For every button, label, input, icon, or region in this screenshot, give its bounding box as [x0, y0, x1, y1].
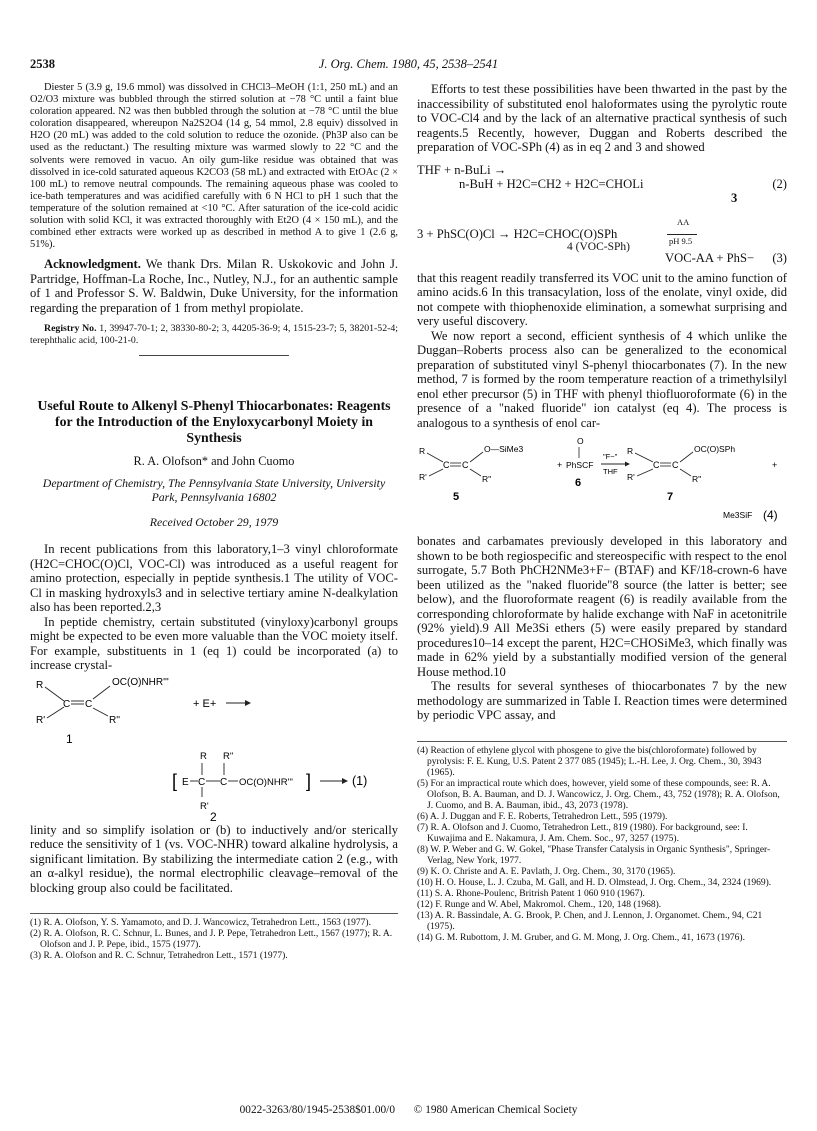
eq2-compound-label: 3	[731, 190, 738, 205]
scheme1-bond-3	[47, 707, 64, 718]
compound-5-label: 5	[453, 491, 460, 503]
footnote: (13) A. R. Bassindale, A. G. Brook, P. Chen, and J. Lennon, J. Organomet. Chem., 94, C21 (1975).	[417, 910, 763, 932]
scheme4-r1: R'	[419, 472, 427, 482]
bracket-left: [	[172, 770, 178, 791]
equation-1-scheme	[30, 673, 398, 821]
footnote: (6) A. J. Duggan and F. E. Roberts, Tetrahedron Lett., 595 (1979).	[417, 811, 668, 822]
experimental-paragraph: Diester 5 (3.9 g, 19.6 mmol) was dissolved in CHCl3–MeOH (1:1, 250 mL) and an O2/O3 mixture was bubbled through the stirred solution at −78 °C until a faint blue coloration appeared. N2 was then bubbled through the solution at −78 °C until the blue coloration disappeared, whereupon Na2S2O4 (14 g, 54 mmol, 2.8 equiv) dissolved in H2O (20 mL) was added to the cold solution to reduce the ozonide. (Ph3P also can be used as the reductant.) The resulting mixture was warmed slowly to 22 °C and the solvents were removed in vacuo. An oily gum-like residue was obtained that was dissolved in ice-cold saturated aqueous K2CO3 (58 mL) and extracted with EtOAc (2 × 100 mL) to remove neutral compounds. The remaining aqueous phase was cooled to ice-bath temperatures and was acidified carefully with 6 N HCl to pH 1 such that the temperature of the solution remained at <10 °C. After saturation of the ice-cold acidic solution with solid KCl, it was extracted thoroughly with Et2O (4 × 150 mL), and the combined ether extracts were worked up as described in method A to give 1 (2.6 g, 51%).	[30, 82, 398, 251]
page-number: 2538	[30, 57, 55, 71]
scheme1-r-top: R	[36, 679, 44, 691]
registry-heading: Registry No.	[44, 323, 97, 335]
copyright-notice: © 1980 American Chemical Society	[413, 1104, 578, 1116]
footnote: (5) For an impractical route which does, however, yield some of these compounds, see: R. A. Olofson, B. A. Bauman, and D. J. Wancowicz, J. Org. Chem., 43, 752 (1978); R. A. Olofson, J. Cuomo, and B. A. Bauman, ibid., 43, 2073 (1978).	[417, 778, 780, 811]
scheme4-bond	[427, 453, 443, 462]
registry-numbers	[30, 323, 398, 346]
received-date: Received October 29, 1979	[149, 515, 279, 530]
footnote-rule	[30, 913, 398, 914]
eq2-line-1: THF + n-BuLi →	[417, 162, 507, 177]
left-footnotes	[30, 913, 398, 962]
scheme4-catalyst: "F−"	[603, 452, 618, 461]
article-affiliation: Department of Chemistry, The Pennsylvania State University, University Park, Pennsylvania 16802	[42, 476, 386, 505]
scheme4-product-r1: R'	[627, 472, 635, 482]
eq3-arrow-reagent: AA	[677, 216, 690, 227]
equation-4-scheme	[417, 434, 787, 532]
acknowledgment-heading: Acknowledgment.	[44, 257, 141, 272]
scheme4-product-bond-4	[680, 469, 691, 476]
footnote: (3) R. A. Olofson and R. C. Schnur, Tetrahedron Lett., 1571 (1977).	[30, 951, 288, 962]
scheme4-bond-3	[429, 469, 443, 476]
scheme1-r-right: R''	[109, 714, 121, 726]
scheme4-byproduct: Me3SiF	[723, 510, 753, 520]
scheme1-bond	[45, 687, 64, 701]
scheme4-c1: C	[443, 460, 450, 470]
eq3-products: VOC-AA + PhS−	[665, 250, 755, 265]
right-footnotes	[417, 741, 787, 944]
running-header	[30, 57, 787, 73]
compound-1-label: 1	[66, 731, 73, 746]
scheme4-bond-2	[470, 452, 483, 462]
scheme4-product-bond	[635, 453, 653, 462]
body-paragraph-2: that this reagent readily transferred its VOC unit to the amino function of amino acids.6 In this transacylation, loss of the enolate, vinyl oxide, did not compete with thiophenoxide elimination, a somewhat surprising and very useful discovery.	[417, 270, 787, 328]
footnote: (12) F. Runge and W. Abel, Makromol. Chem., 120, 148 (1968).	[417, 899, 662, 910]
footnote: (9) K. O. Christe and A. E. Pavlath, J. Org. Chem., 30, 3170 (1965).	[417, 866, 676, 877]
intro-paragraph-3: linity and so simplify isolation or (b) to inductively and/or sterically reduce the sensitivity of 1 (vs. VOC-NHR) toward alkaline hydrolysis, a significant limitation. By stabilizing the intermediate cation 2 (e.g., with an α-alkyl residue), the normal electrophilic cleavage–removal of the blocking group also could be facilitated.	[30, 822, 398, 895]
body-paragraph-5: The results for several syntheses of thiocarbonates 7 by the new methodology are summarized in Table I. Reaction times were determined by periodic VPC assay, and	[417, 679, 787, 722]
footnote: (7) R. A. Olofson and J. Cuomo, Tetrahedron Lett., 819 (1980). For background, see: I. Kuwajima and E. Nakamura, J. Am. Chem. Soc., 97, 3257 (1975).	[417, 822, 748, 844]
scheme4-product-bond-3	[637, 469, 653, 476]
scheme4-solvent: THF	[603, 467, 618, 476]
intro-paragraph-1: In recent publications from this laboratory,1–3 vinyl chloroformate (H2C=CHOC(O)Cl, VOC-Cl) was introduced as a useful reagent for amino protection, especially in peptide synthesis.1 The utility of VOC-Cl in masking hydroxyls3 and in selective tertiary amine N-dealkylation also has been reported.2,3	[30, 542, 398, 615]
compound-6-label: 6	[575, 477, 582, 489]
cation-c2: C	[220, 776, 228, 788]
scheme4-product-r2: R''	[692, 474, 702, 484]
intro-paragraph-2: In peptide chemistry, certain substituted (vinyloxy)carbonyl groups might be expected to be even more valuable than the VOC moiety itself. For example, substituents in 1 (eq 1) could be incorporated (a) to increase crystal-	[30, 614, 398, 673]
scheme4-phscf: PhSCF	[566, 460, 594, 470]
body-paragraph-1: Efforts to test these possibilities have been thwarted in the past by the inaccessibility of substituted enol haloformates using the pyrolytic route to VOC-Cl4 and by the lack of an alternative practical synthesis of such reagents.5 Recently, however, Duggan and Roberts described the preparation of VOC-SPh (4) as in eq 2 and 3 and showed	[417, 82, 787, 154]
scheme1-bond-2	[93, 686, 110, 699]
page-footer	[0, 1104, 817, 1116]
cation-r1-label: R'	[200, 800, 209, 812]
article-code: 0022-3263/80/1945-2538$01.00/0	[239, 1104, 395, 1116]
article-authors: R. A. Olofson* and John Cuomo	[133, 454, 295, 469]
cation-group: OC(O)NHR'''	[239, 776, 293, 788]
footnote: (1) R. A. Olofson, Y. S. Yamamoto, and D. J. Wancowicz, Tetrahedron Lett., 1563 (1977).	[30, 918, 371, 929]
body-paragraph-3: We now report a second, efficient synthesis of 4 which unlike the Duggan–Roberts process also can be generalized to the economical preparation of substituted vinyl S-phenyl thiocarbonates (7). In the new method, 7 is formed by the room temperature reaction of a trimethylsilyl enol ether precursor (5) in THF with phenyl thiofluoroformate (6) in the presence of a "naked fluoride" ion catalyst (eq 4). The process is analogous to a synthesis of enol car-	[417, 328, 787, 430]
scheme4-arrowhead	[625, 462, 630, 467]
scheme4-product-group: OC(O)SPh	[694, 444, 736, 454]
eq2-line-2: n-BuH + H2C=CH2 + H2C=CHOLi	[459, 176, 644, 191]
scheme1-bond-4	[93, 708, 108, 716]
acknowledgment-text: We thank Drs. Milan R. Uskokovic and John J. Partridge, Hoffman-La Roche, Inc., Nutley, N.J., for an authentic sample of 1 and Professor S. W. Baldwin, Duke University, for the information regarding the preparation of 1 from methyl propiolate.	[30, 257, 398, 315]
eq3-arrow-condition: pH 9.5	[669, 235, 693, 246]
section-divider	[139, 355, 289, 356]
scheme1-arrowhead-2	[342, 778, 348, 784]
right-column	[417, 82, 787, 944]
footnote: (2) R. A. Olofson, R. C. Schnur, L. Bunes, and J. P. Pepe, Tetrahedron Lett., 1567 (1977); R. A. Olofson and J. P. Pepe, ibid., 1575 (1977).	[30, 929, 393, 951]
footnote: (4) Reaction of ethylene glycol with phosgene to give the bis(chloroformate) followed by pyrolysis: F. E. Kung, U.S. Patent 2 377 085 (1945); L.-H. Lee, J. Org. Chem., 30, 3943 (1965).	[417, 745, 762, 778]
scheme4-osime3: O—SiMe3	[484, 444, 524, 454]
bracket-right: ]	[306, 770, 312, 791]
footnote: (14) G. M. Rubottom, J. M. Gruber, and G. M. Mong, J. Org. Chem., 41, 1673 (1976).	[417, 932, 745, 943]
registry-text: 1, 39947-70-1; 2, 38330-80-2; 3, 44205-36-9; 4, 1515-23-7; 5, 38201-52-4; terephthalic acid, 100-21-0.	[30, 323, 398, 346]
scheme1-r-bottom: R'	[36, 714, 46, 726]
journal-citation: J. Org. Chem. 1980, 45, 2538–2541	[318, 57, 499, 71]
scheme4-bond-4	[470, 469, 481, 476]
left-column	[30, 82, 398, 962]
eq3-arrow	[667, 234, 697, 235]
eq2-number: (2)	[772, 176, 787, 191]
scheme4-plus-2: +	[772, 460, 778, 470]
equation-4-number: (4)	[763, 508, 778, 522]
equation-3	[417, 215, 787, 265]
scheme4-product-c1: C	[653, 460, 660, 470]
cation-2-label: 2	[210, 809, 217, 821]
compound-7-label: 7	[667, 491, 674, 503]
eq3-number: (3)	[772, 250, 787, 265]
footnote: (10) H. O. House, L. J. Czuba, M. Gall, and H. D. Olmstead, J. Org. Chem., 34, 2324 (1969).	[417, 877, 772, 888]
scheme1-group: OC(O)NHR'''	[112, 676, 169, 688]
cation-e-label: E	[182, 776, 189, 788]
scheme1-electrophile: + E+	[193, 697, 217, 710]
equation-1-number: (1)	[352, 773, 368, 788]
acknowledgment	[30, 257, 398, 315]
scheme4-c2: C	[462, 460, 469, 470]
scheme4-r2: R''	[482, 474, 492, 484]
body-paragraph-4: bonates and carbamates previously developed in this laboratory and shown to be both regiospecific and stereospecific with respect to the enol surrogate, 5.7 Both PhCH2NMe3+F− (BTAF) and KF/18-crown-6 have been utilized as the "naked fluoride"8 source (the latter is better; see below), and the fluoroformate reagent (6) is readily available from the corresponding chloroformate by halide exchange with NaF in acetonitrile (92% yield).9 All Me3Si ethers (5) were easily prepared by standard procedures10–14 except the parent, H2C=CHOSiMe3, which finally was made in 62% yield by a substantially modified version of the general House method.10	[417, 534, 787, 679]
scheme4-product-bond-2	[680, 452, 693, 462]
cation-r2-label: R''	[223, 750, 234, 762]
article-title: Useful Route to Alkenyl S-Phenyl Thiocarbonates: Reagents for the Introduction of the Enyloxycarbonyl Moiety in Synthesis	[37, 398, 391, 446]
footnote: (8) W. P. Weber and G. W. Gokel, "Phase Transfer Catalysis in Organic Synthesis", Springer-Verlag, New York, 1977.	[417, 844, 771, 866]
scheme1-arrowhead	[245, 700, 251, 706]
scheme4-carbonyl-o: O	[577, 436, 584, 446]
equation-2	[417, 163, 787, 205]
footnote-rule	[417, 741, 787, 742]
scheme4-plus: +	[557, 460, 563, 470]
scheme4-product-c2: C	[672, 460, 679, 470]
scheme1-c1: C	[63, 698, 71, 710]
eq3-product-label: 4 (VOC-SPh)	[567, 240, 630, 253]
cation-r-label: R	[200, 750, 207, 762]
scheme4-r: R	[419, 446, 426, 456]
cation-c1: C	[198, 776, 206, 788]
eq3-reactants: 3 + PhSC(O)Cl → H2C=CHOC(O)SPh	[417, 226, 618, 241]
footnote: (11) S. A. Rhone-Poulenc, Britrish Patent 1 060 910 (1967).	[417, 888, 645, 899]
scheme4-product-r: R	[627, 446, 634, 456]
scheme1-c2: C	[85, 698, 93, 710]
